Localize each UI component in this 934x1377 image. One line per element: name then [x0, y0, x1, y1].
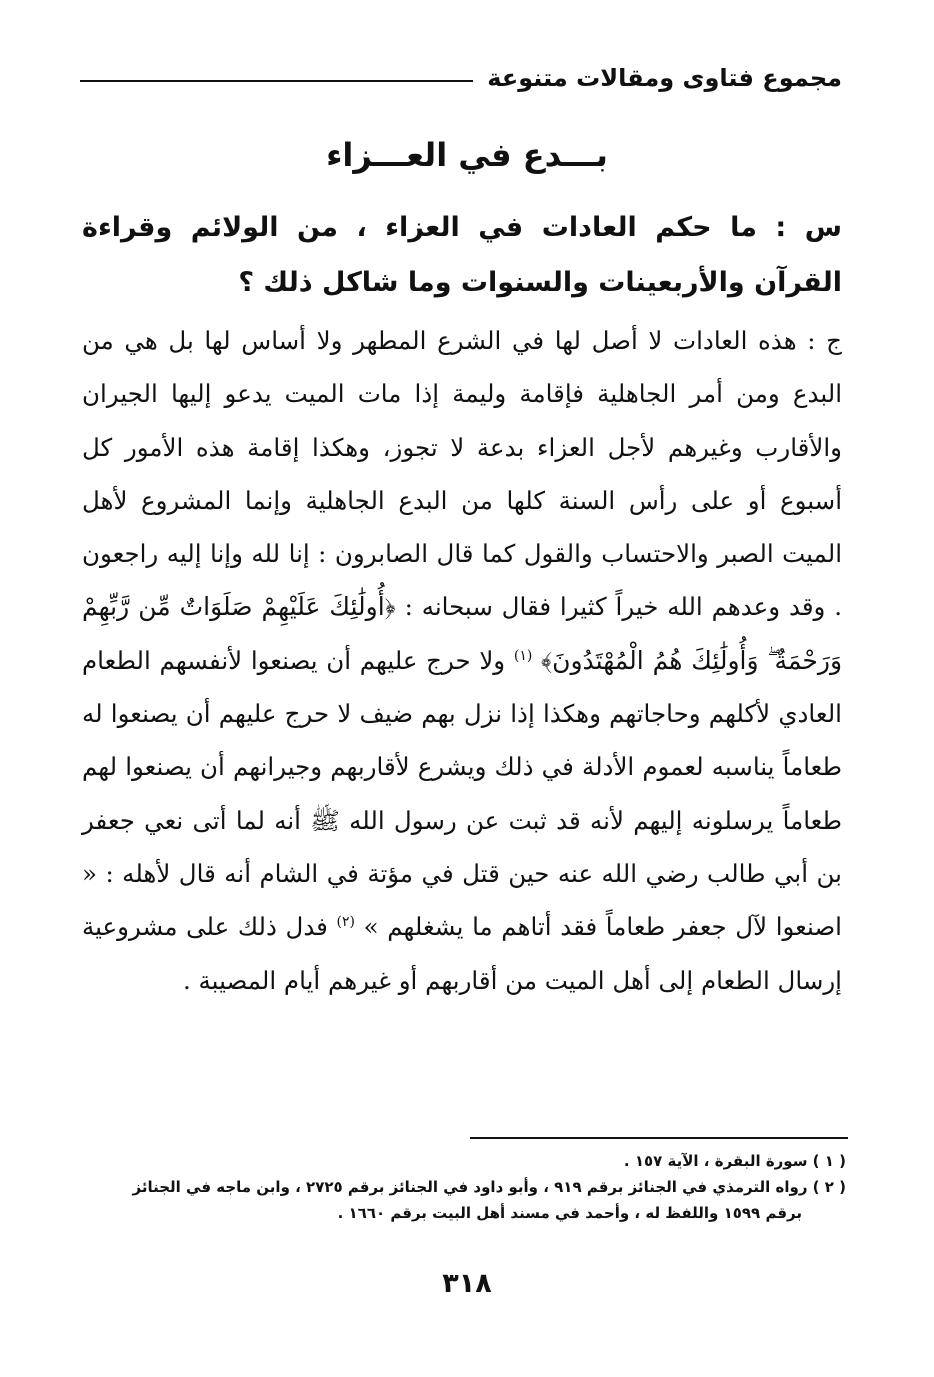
answer-part-1: ج : هذه العادات لا أصل لها في الشرع المطهر ولا أساس لها بل هي من البدع ومن أمر الجاهلية فإقامة وليمة إذا مات الميت يدعو إليها الجيران والأقارب وغيرهم لأجل العزاء بدعة لا تجوز، وهكذا إقامة هذه الأمور كل أسبوع أو على رأس السنة كلها من البدع الجاهلية وإنما المشروع لأهل الميت الصبر والاحتساب والقول كما قال الصابرون : إنا لله وإنا إليه راجعون . وقد وعدهم الله خيراً كثيرا فقال سبحانه :	[82, 326, 842, 622]
footnote-2: ( ٢ ) رواه الترمذي في الجنائز برقم ٩١٩ ، وأبو داود في الجنائز برقم ٢٧٢٥ ، وابن ماجه في الجنائز	[132, 1178, 846, 1196]
question-text: س : ما حكم العادات في العزاء ، من الولائم وقراءة القرآن والأربعينات والسنوات وما شاكل ذلك ؟	[82, 212, 842, 298]
footnote-ref-2: (٢)	[336, 914, 355, 931]
article-body	[82, 200, 842, 1007]
footnotes	[88, 1148, 846, 1226]
article-title: بـــدع في العـــزاء	[326, 136, 608, 174]
answer-part-3: فدل ذلك على مشروعية إرسال الطعام إلى أهل الميت من أقاربهم أو غيرهم أيام المصيبة .	[82, 912, 842, 995]
quran-verse: ﴿أُولَٰئِكَ عَلَيْهِمْ صَلَوَاتٌ مِّن رَّبِّهِمْ وَرَحْمَةٌ ۖ وَأُولَٰئِكَ هُمُ الْمُهْتَدُونَ﴾	[82, 592, 843, 675]
footnote-ref-1: (١)	[513, 647, 533, 664]
page-number: ٣١٨	[442, 1268, 492, 1299]
running-header	[80, 58, 842, 98]
header-rule	[80, 80, 473, 82]
answer-text	[82, 314, 842, 1007]
footnote-rule	[470, 1137, 848, 1139]
answer-part-2: ولا حرج عليهم أن يصنعوا لأنفسهم الطعام العادي لأكلهم وحاجاتهم وهكذا إذا نزل بهم ضيف لا حرج عليهم أن يصنعوا له طعاماً يناسبه لعموم الأدلة في ذلك ويشرع لأقاربهم وجيرانهم أن يصنعوا لهم طعاماً يرسلونه إليهم لأنه قد ثبت عن رسول الله ﷺ أنه لما أتى نعي جعفر بن أبي طالب رضي الله عنه حين قتل في مؤتة في الشام أنه قال لأهله : « اصنعوا لآل جعفر طعاماً فقد أتاهم ما يشغلهم »	[82, 645, 842, 942]
footnote-1: ( ١ ) سورة البقرة ، الآية ١٥٧ .	[623, 1152, 846, 1170]
running-title: مجموع فتاوى ومقالات متنوعة	[487, 64, 842, 92]
footnote-2-continued: برقم ١٥٩٩ واللفظ له ، وأحمد في مسند أهل البيت برقم ١٦٦٠ .	[337, 1204, 802, 1222]
